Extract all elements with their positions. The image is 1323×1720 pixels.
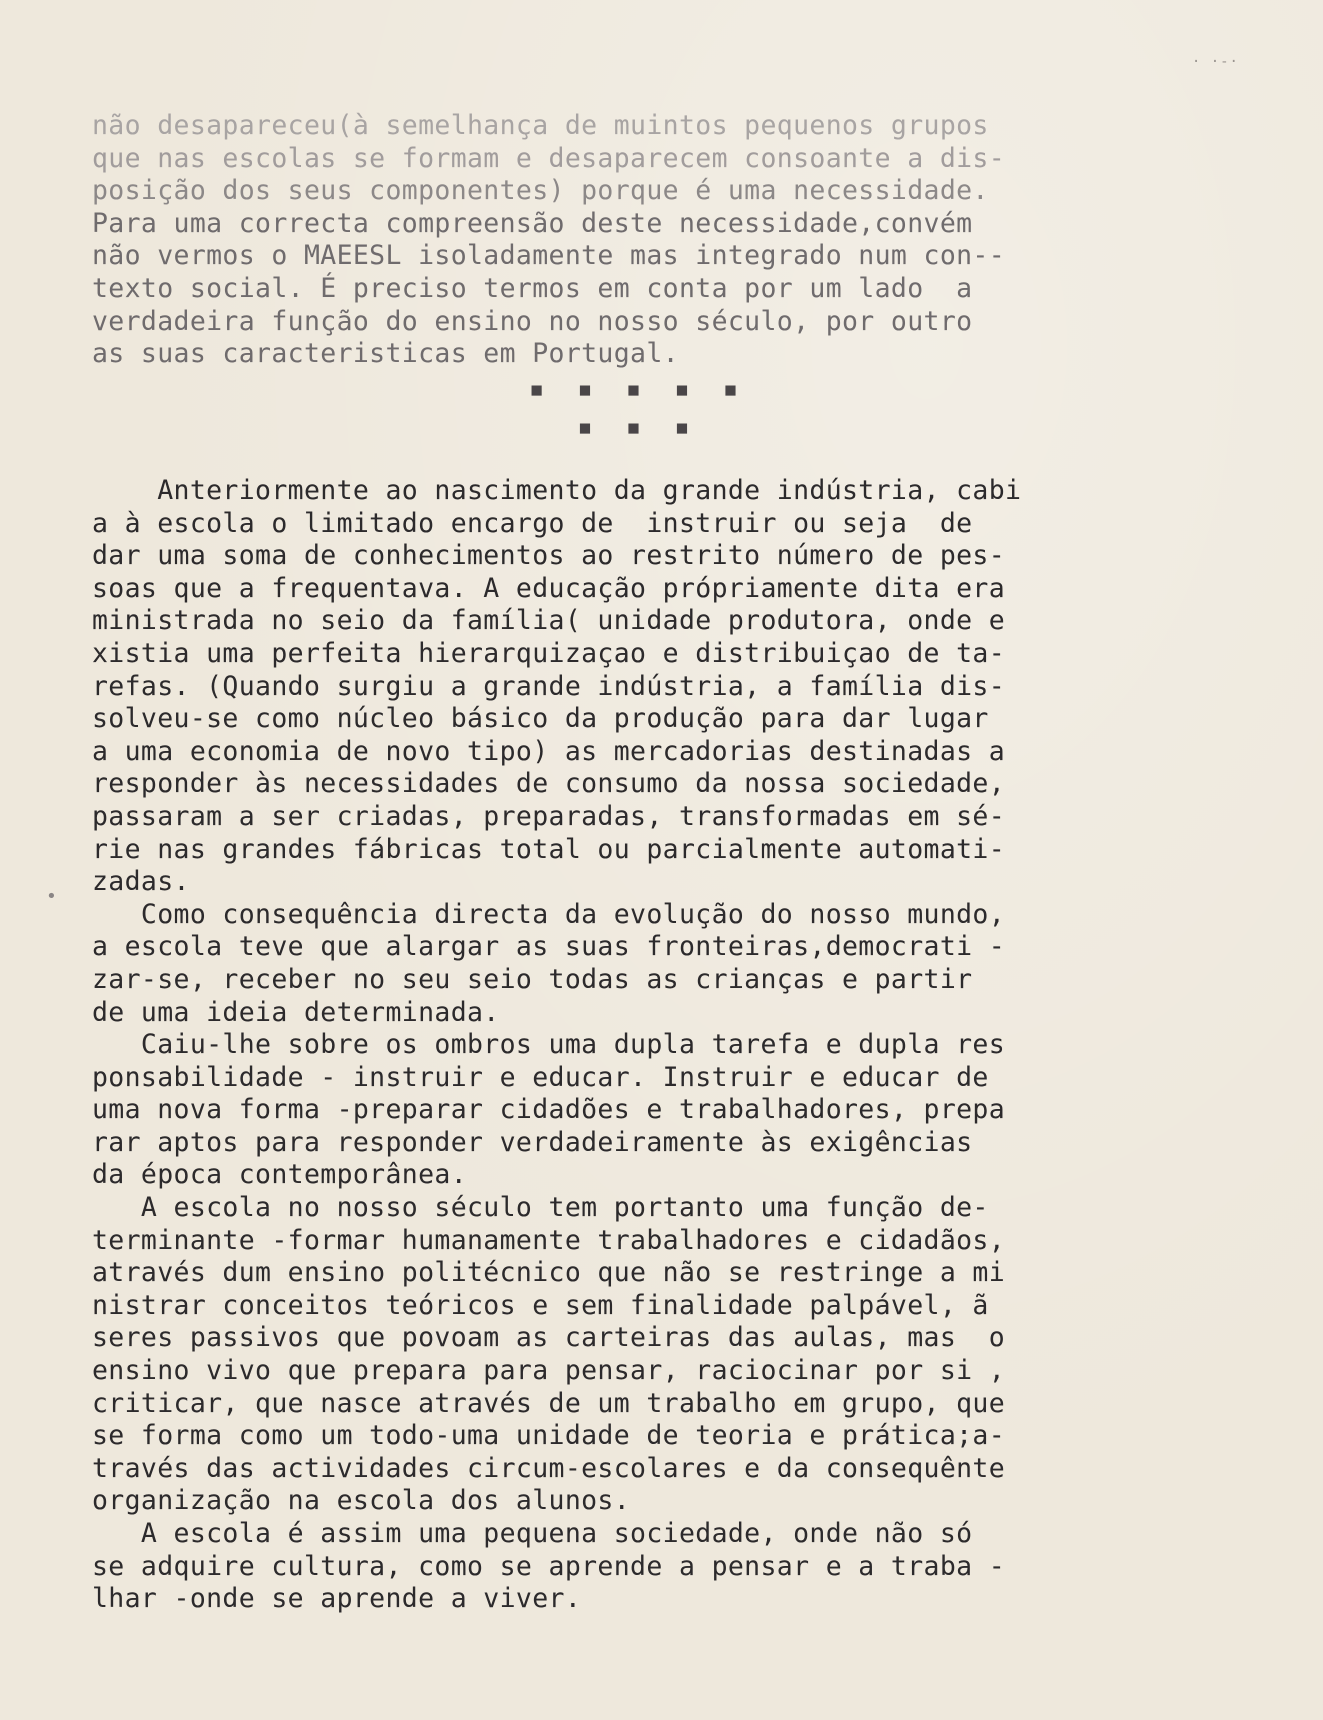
text-line: ponsabilidade - instruir e educar. Instruir e educar de — [92, 1061, 989, 1093]
text-line: Anteriormente ao nascimento da grande indústria, cabi — [92, 475, 1022, 506]
text-line: través das actividades circum-escolares e da consequênte — [92, 1452, 1006, 1484]
text-line: seres passivos que povoam as carteiras das aulas, mas o — [92, 1322, 1006, 1354]
text-line: a uma economia de novo tipo) as mercadorias destinadas a — [92, 735, 1006, 767]
text-line: dar uma soma de conhecimentos ao restrito número de pes- — [92, 540, 1006, 572]
text-line: organização na escola dos alunos. — [92, 1485, 631, 1517]
text-line: ensino vivo que prepara para pensar, raciocinar por si , — [92, 1355, 1006, 1387]
text-line: texto social. É preciso termos em conta por um lado a — [92, 272, 973, 304]
text-line: refas. (Quando surgiu a grande indústria, a família dis- — [92, 670, 1006, 702]
text-line: a à escola o limitado encargo de instruir ou seja de — [92, 507, 973, 539]
text-line: solveu-se como núcleo básico da produção para dar lugar — [92, 703, 989, 735]
text-line: não vermos o MAEESL isoladamente mas integrado num con-- — [92, 240, 1006, 272]
text-line: lhar -onde se aprende a viver. — [92, 1583, 582, 1615]
text-line: xistia uma perfeita hierarquizaçao e distribuiçao de ta- — [92, 637, 1006, 669]
text-line: a escola teve que alargar as suas fronteiras,democrati - — [92, 931, 1006, 963]
text-line: zadas. — [92, 866, 190, 898]
text-line: que nas escolas se formam e desaparecem consoante a dis- — [92, 142, 1006, 174]
corner-mark: · ·-· — [1191, 54, 1239, 70]
text-line: ministrada no seio da família( unidade produtora, onde e — [92, 605, 1006, 637]
separator-row-1: ■ ■ ■ ■ ■ — [531, 380, 750, 400]
main-text — [92, 475, 1232, 1616]
text-line: posição dos seus componentes) porque é uma necessidade. — [92, 175, 989, 207]
margin-mark: • — [46, 886, 57, 907]
text-line: terminante -formar humanamente trabalhadores e cidadãos, — [92, 1224, 1006, 1256]
text-line: de uma ideia determinada. — [92, 996, 500, 1028]
text-line: Como consequência directa da evolução do nosso mundo, — [92, 898, 1006, 930]
text-line: responder às necessidades de consumo da nossa sociedade, — [92, 768, 1006, 800]
text-line: zar-se, receber no seu seio todas as crianças e partir — [92, 963, 973, 995]
text-line: através dum ensino politécnico que não se restringe a mi — [92, 1257, 1006, 1289]
text-line: se adquire cultura, como se aprende a pensar e a traba - — [92, 1550, 1006, 1582]
text-line: verdadeira função do ensino no nosso século, por outro — [92, 305, 973, 337]
text-line: Para uma correcta compreensão deste necessidade,convém — [92, 207, 973, 239]
text-line: da época contemporânea. — [92, 1159, 467, 1191]
text-line: as suas caracteristicas em Portugal. — [92, 338, 679, 370]
text-line: nistrar conceitos teóricos e sem finalidade palpável, ã — [92, 1289, 989, 1321]
separator-row-2: ■ ■ ■ — [579, 418, 702, 438]
text-line: soas que a frequentava. A educação própriamente dita era — [92, 572, 1006, 604]
text-line: rar aptos para responder verdadeiramente às exigências — [92, 1126, 973, 1158]
text-line: criticar, que nasce através de um trabalho em grupo, que — [92, 1387, 1006, 1419]
text-line: A escola no nosso século tem portanto uma função de- — [92, 1192, 989, 1224]
text-line: A escola é assim uma pequena sociedade, onde não só — [92, 1518, 973, 1549]
text-line: se forma como um todo-uma unidade de teoria e prática;a- — [92, 1420, 1006, 1452]
text-line: não desapareceu(à semelhança de muintos pequenos grupos — [92, 110, 989, 141]
text-line: rie nas grandes fábricas total ou parcialmente automati- — [92, 833, 1006, 865]
text-line: passaram a ser criadas, preparadas, transformadas em sé- — [92, 800, 1006, 832]
intro-paragraph — [92, 110, 1232, 371]
text-line: uma nova forma -preparar cidadões e trabalhadores, prepa — [92, 1094, 1006, 1126]
text-line: Caiu-lhe sobre os ombros uma dupla tarefa e dupla res — [92, 1029, 1006, 1061]
